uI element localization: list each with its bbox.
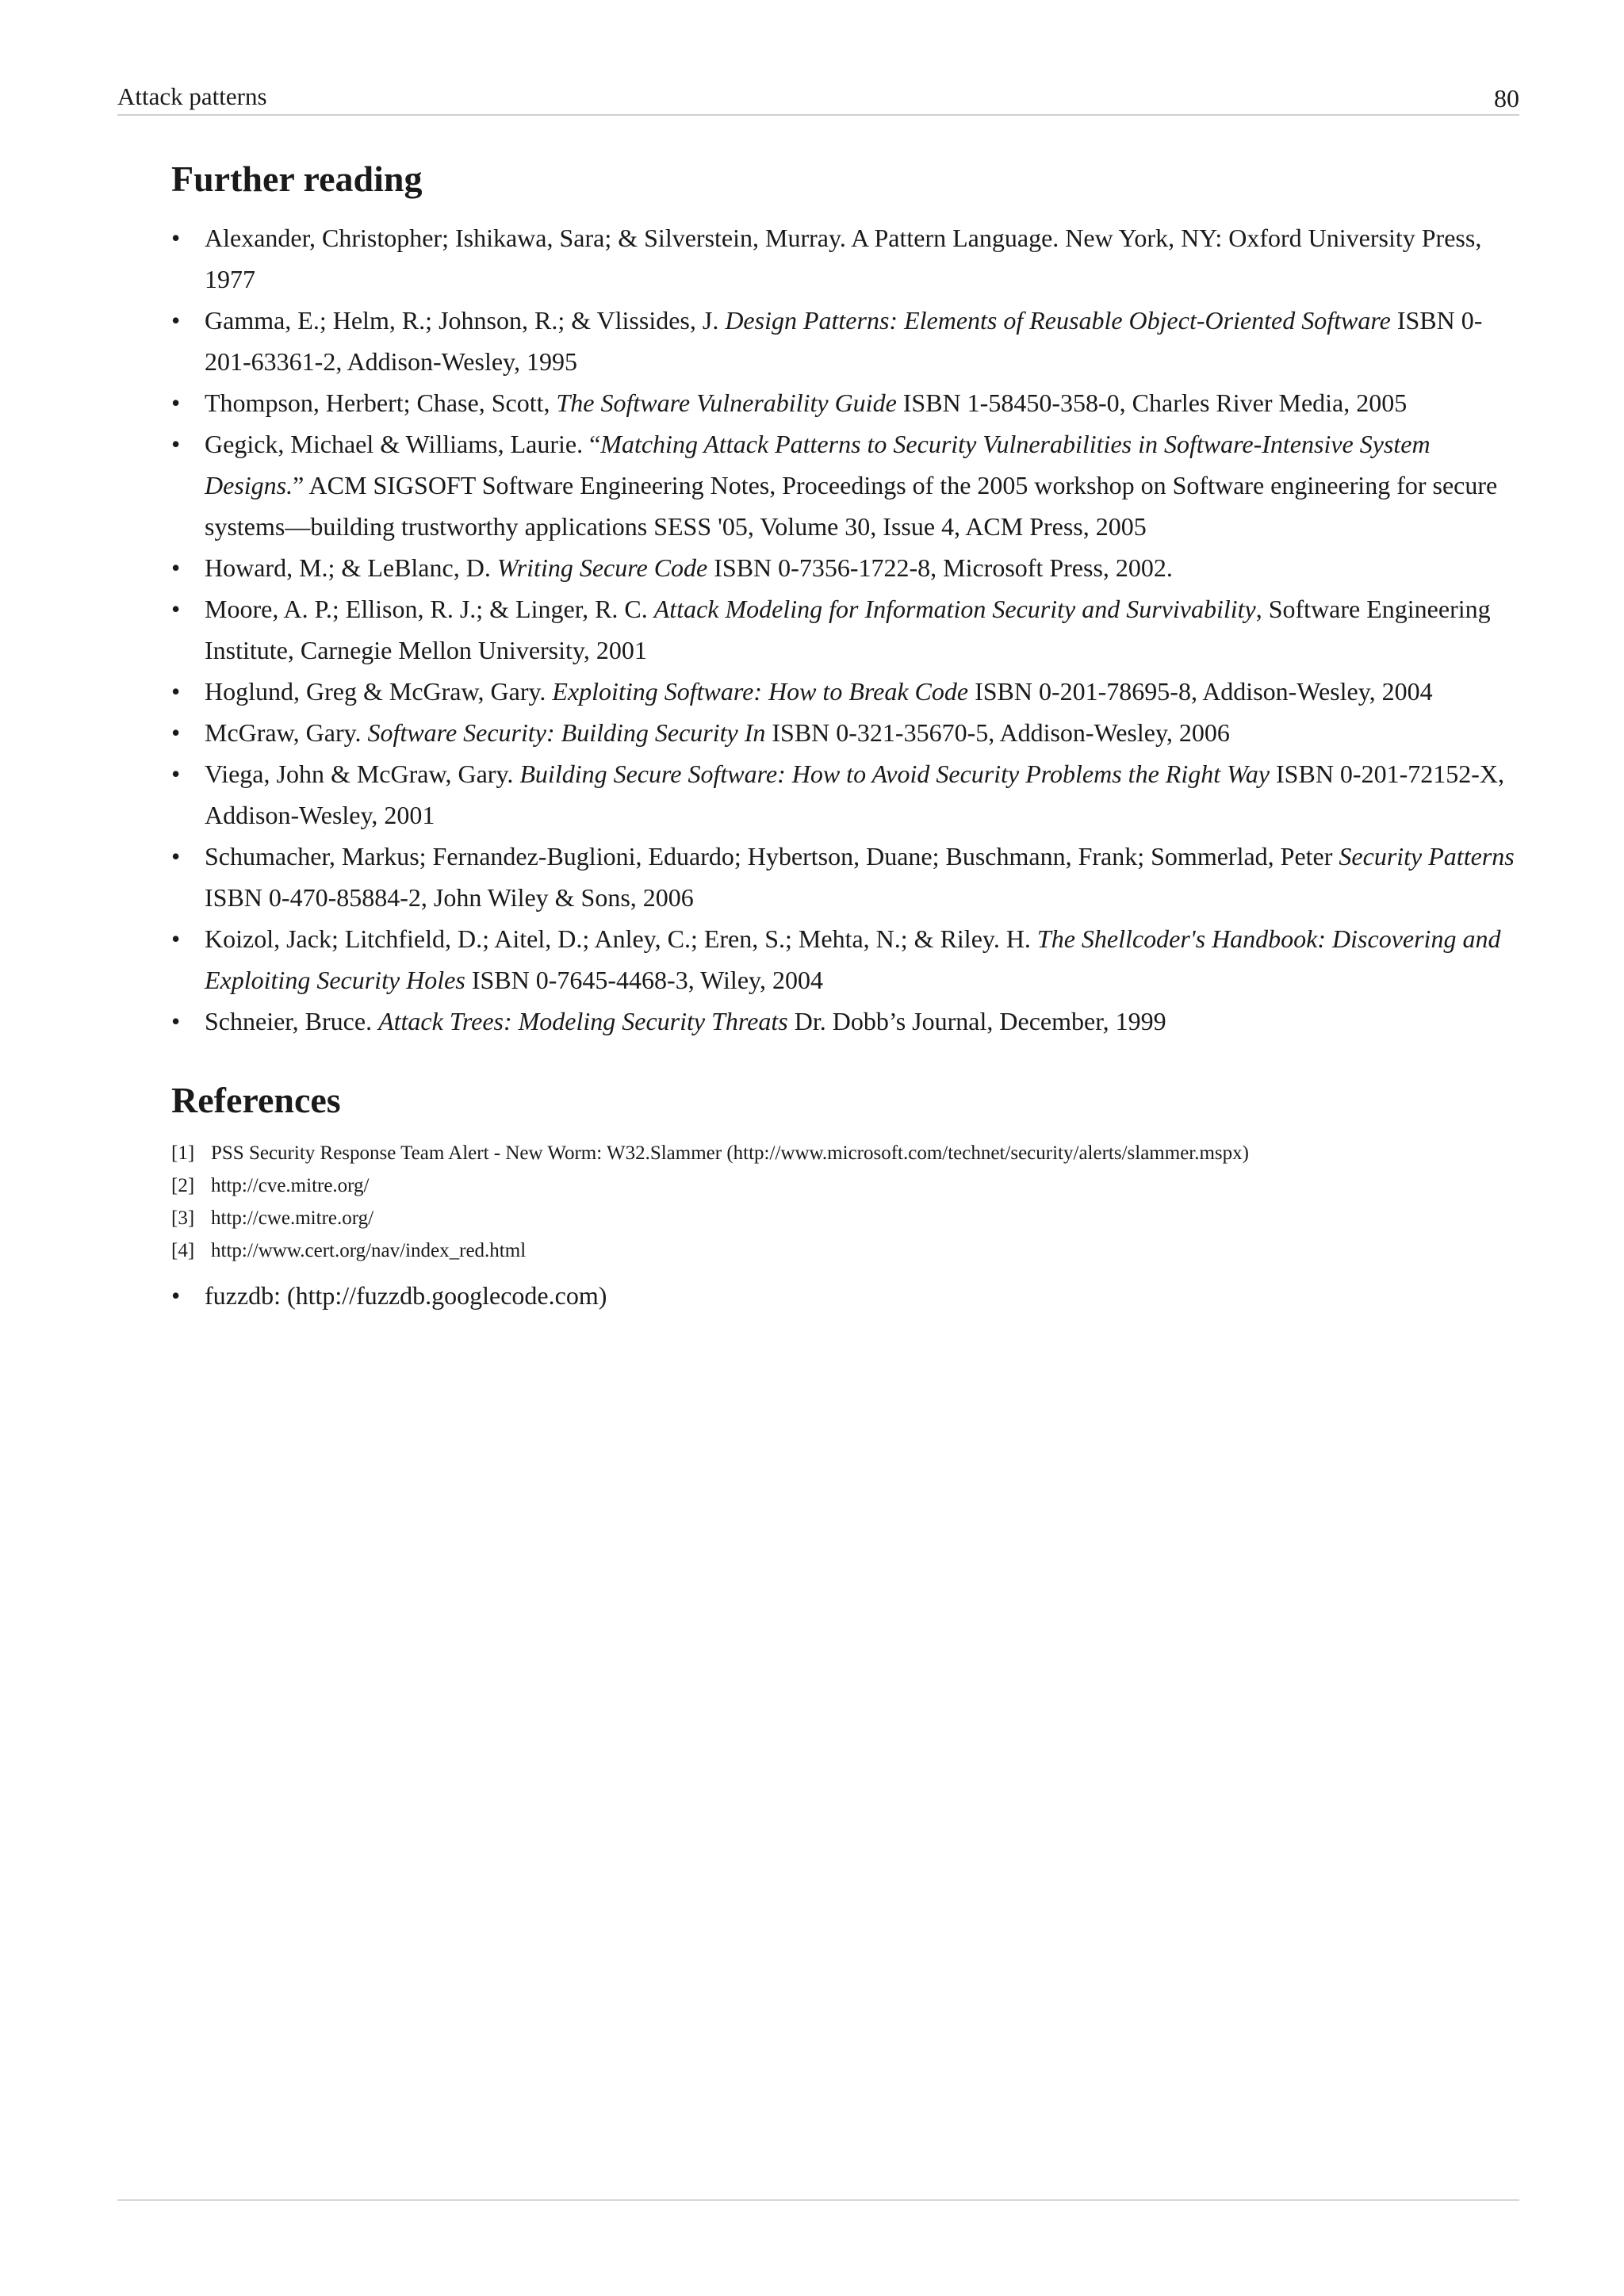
bibliography-item — [171, 753, 1519, 836]
citation-authors: Schneier, Bruce. — [205, 1007, 379, 1035]
bullet-icon: • — [171, 553, 181, 582]
citation-authors: Howard, M.; & LeBlanc, D. — [205, 553, 497, 582]
citation-details: ISBN 0-321-35670-5, Addison-Wesley, 2006 — [765, 718, 1230, 747]
bibliography-item — [171, 671, 1519, 712]
external-link[interactable]: fuzzdb: (http://fuzzdb.googlecode.com) — [205, 1281, 607, 1310]
reference-link[interactable]: http://cwe.mitre.org/ — [211, 1207, 374, 1229]
reference-number: [2] — [171, 1175, 195, 1196]
bullet-icon: • — [171, 595, 181, 623]
bullet-icon: • — [171, 1007, 181, 1035]
references-heading: References — [171, 1080, 341, 1120]
citation-details: ISBN 0-7356-1722-8, Microsoft Press, 2002. — [707, 553, 1173, 582]
bibliography-item — [171, 547, 1519, 588]
bibliography-item — [171, 588, 1519, 671]
citation-details: ISBN 0-201-78695-8, Addison-Wesley, 2004 — [968, 677, 1433, 706]
work-title: Software Security: Building Security In — [367, 718, 766, 747]
citation-authors: Schumacher, Markus; Fernandez-Buglioni, Eduardo; Hybertson, Duane; Buschmann, Frank; Sommerlad, Peter — [205, 842, 1339, 871]
work-title: Attack Modeling for Information Security and Survivability — [653, 595, 1256, 623]
bullet-icon: • — [171, 924, 181, 953]
bibliography-item — [171, 382, 1519, 423]
work-title: Matching Attack Patterns to Security Vulnerabilities in Software-Intensive System Designs. — [205, 430, 1431, 499]
external-link-item[interactable] — [171, 1275, 1519, 1316]
citation-authors: Viega, John & McGraw, Gary. — [205, 760, 520, 788]
bullet-icon: • — [171, 224, 181, 252]
reference-link[interactable]: http://cve.mitre.org/ — [211, 1175, 370, 1196]
citation-authors: Thompson, Herbert; Chase, Scott, — [205, 388, 557, 417]
bullet-icon: • — [171, 677, 181, 706]
reference-item — [171, 1169, 1519, 1202]
work-title: Security Patterns — [1339, 842, 1515, 871]
reference-item — [171, 1202, 1519, 1234]
running-title: Attack patterns — [117, 82, 267, 110]
work-title: Attack Trees: Modeling Security Threats — [378, 1007, 788, 1035]
bullet-icon: • — [171, 388, 181, 417]
work-title: Design Patterns: Elements of Reusable Object-Oriented Software — [725, 306, 1391, 335]
bullet-icon: • — [171, 718, 181, 747]
further-reading-heading: Further reading — [171, 159, 423, 199]
page-content — [171, 157, 1519, 1316]
bibliography-item — [171, 712, 1519, 753]
reference-item — [171, 1234, 1519, 1267]
bibliography-item — [171, 918, 1519, 1001]
reference-item — [171, 1137, 1519, 1169]
citation-details: ISBN 0-201-72152-X, Addison-Wesley, 2001 — [205, 760, 1504, 829]
external-links-list — [171, 1275, 1519, 1316]
work-title: Building Secure Software: How to Avoid Security Problems the Right Way — [519, 760, 1270, 788]
work-title: Writing Secure Code — [496, 553, 708, 582]
citation-authors: Hoglund, Greg & McGraw, Gary. — [205, 677, 553, 706]
page-number: 80 — [1494, 84, 1519, 113]
page-footer-rule — [117, 2199, 1519, 2201]
bullet-icon: • — [171, 760, 181, 788]
citation-details: ISBN 1-58450-358-0, Charles River Media, 2005 — [896, 388, 1408, 417]
citation-authors: Alexander, Christopher; Ishikawa, Sara; & Silverstein, Murray. A Pattern Language. New York, NY: Oxford University Press, 1977 — [205, 224, 1482, 293]
reference-link[interactable]: PSS Security Response Team Alert - New Worm: W32.Slammer (http://www.microsoft.com/technet/security/alerts/slammer.mspx) — [211, 1142, 1249, 1164]
citation-authors: McGraw, Gary. — [205, 718, 368, 747]
reference-number: [3] — [171, 1207, 195, 1229]
further-reading-list — [171, 217, 1519, 1042]
citation-details: ” ACM SIGSOFT Software Engineering Notes, Proceedings of the 2005 workshop on Software engineering for secure systems—building trustworthy applications SESS '05, Volume 30, Issue 4, ACM Press, 2005 — [205, 471, 1498, 541]
bibliography-item — [171, 423, 1519, 547]
citation-details: ISBN 0-7645-4468-3, Wiley, 2004 — [465, 966, 823, 994]
work-title: The Shellcoder's Handbook: Discovering and Exploiting Security Holes — [205, 924, 1501, 994]
references-list — [171, 1137, 1519, 1267]
work-title: Exploiting Software: How to Break Code — [552, 677, 969, 706]
reference-link[interactable]: http://www.cert.org/nav/index_red.html — [211, 1240, 527, 1261]
bullet-icon: • — [171, 306, 181, 335]
page-header — [117, 76, 1519, 116]
citation-authors: Gamma, E.; Helm, R.; Johnson, R.; & Vlissides, J. — [205, 306, 726, 335]
citation-details: , Software Engineering Institute, Carnegie Mellon University, 2001 — [205, 595, 1491, 664]
citation-authors: Gegick, Michael & Williams, Laurie. “ — [205, 430, 601, 458]
bullet-icon: • — [171, 842, 181, 871]
bibliography-item — [171, 1001, 1519, 1042]
citation-details: ISBN 0-201-63361-2, Addison-Wesley, 1995 — [205, 306, 1483, 376]
bibliography-item — [171, 217, 1519, 300]
citation-authors: Moore, A. P.; Ellison, R. J.; & Linger, R. C. — [205, 595, 654, 623]
citation-details: Dr. Dobb’s Journal, December, 1999 — [787, 1007, 1166, 1035]
work-title: The Software Vulnerability Guide — [556, 388, 897, 417]
reference-number: [1] — [171, 1142, 195, 1164]
bullet-icon: • — [171, 1281, 181, 1310]
bibliography-item — [171, 300, 1519, 382]
bullet-icon: • — [171, 430, 181, 458]
citation-authors: Koizol, Jack; Litchfield, D.; Aitel, D.; Anley, C.; Eren, S.; Mehta, N.; & Riley. H. — [205, 924, 1037, 953]
citation-details: ISBN 0-470-85884-2, John Wiley & Sons, 2006 — [205, 883, 694, 912]
bibliography-item — [171, 836, 1519, 918]
reference-number: [4] — [171, 1240, 195, 1261]
